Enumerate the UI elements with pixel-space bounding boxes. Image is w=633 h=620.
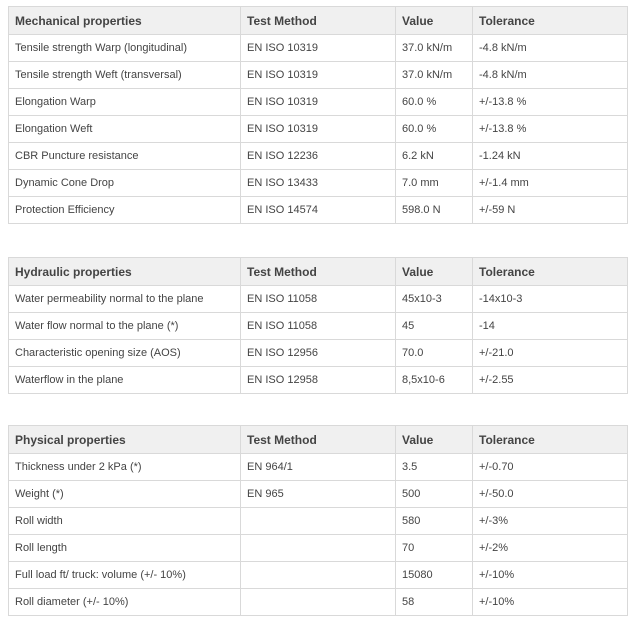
table-row [9,454,628,481]
cell-property: Water permeability normal to the plane [9,286,241,313]
cell-value: 45 [396,313,473,340]
table-row [9,340,628,367]
cell-tolerance: -1.24 kN [473,143,628,170]
table-row [9,481,628,508]
cell-value: 58 [396,589,473,616]
cell-tolerance: +/-0.70 [473,454,628,481]
cell-property: Elongation Weft [9,116,241,143]
cell-property: Thickness under 2 kPa (*) [9,454,241,481]
cell-tolerance: +/-21.0 [473,340,628,367]
hydraulic-properties-table [8,257,628,394]
table-row [9,286,628,313]
cell-test-method: EN 965 [241,481,396,508]
cell-test-method: EN ISO 12956 [241,340,396,367]
cell-value: 70 [396,535,473,562]
table-row [9,35,628,62]
table-row [9,589,628,616]
cell-value: 580 [396,508,473,535]
table-row [9,62,628,89]
cell-tolerance: +/-59 N [473,197,628,224]
cell-property: Roll length [9,535,241,562]
cell-tolerance: +/-10% [473,589,628,616]
cell-value: 37.0 kN/m [396,35,473,62]
header-test-method: Test Method [241,258,396,286]
cell-property: Tensile strength Weft (transversal) [9,62,241,89]
header-value: Value [396,426,473,454]
table-row [9,170,628,197]
table-header-row [9,426,628,454]
cell-property: Water flow normal to the plane (*) [9,313,241,340]
cell-test-method: EN ISO 10319 [241,35,396,62]
cell-test-method: EN ISO 11058 [241,286,396,313]
cell-value: 15080 [396,562,473,589]
cell-test-method: EN ISO 12958 [241,367,396,394]
cell-tolerance: -14 [473,313,628,340]
table-row [9,313,628,340]
header-value: Value [396,258,473,286]
cell-tolerance: +/-2% [473,535,628,562]
cell-value: 70.0 [396,340,473,367]
table-row [9,535,628,562]
cell-property: Waterflow in the plane [9,367,241,394]
cell-property: Weight (*) [9,481,241,508]
cell-property: Roll width [9,508,241,535]
cell-test-method: EN ISO 13433 [241,170,396,197]
cell-property: Roll diameter (+/- 10%) [9,589,241,616]
cell-value: 3.5 [396,454,473,481]
header-property: Hydraulic properties [9,258,241,286]
cell-value: 37.0 kN/m [396,62,473,89]
physical-properties-table [8,425,628,616]
header-test-method: Test Method [241,426,396,454]
cell-tolerance: +/-1.4 mm [473,170,628,197]
cell-property: CBR Puncture resistance [9,143,241,170]
cell-test-method [241,589,396,616]
cell-tolerance: -4.8 kN/m [473,35,628,62]
cell-test-method [241,562,396,589]
table-row [9,89,628,116]
cell-property: Dynamic Cone Drop [9,170,241,197]
header-tolerance: Tolerance [473,258,628,286]
cell-test-method: EN ISO 10319 [241,116,396,143]
table-row [9,143,628,170]
cell-tolerance: +/-13.8 % [473,116,628,143]
table-header-row [9,258,628,286]
cell-tolerance: +/-13.8 % [473,89,628,116]
cell-test-method [241,508,396,535]
cell-tolerance: -14x10-3 [473,286,628,313]
table-row [9,197,628,224]
cell-value: 598.0 N [396,197,473,224]
table-row [9,508,628,535]
cell-value: 6.2 kN [396,143,473,170]
cell-value: 8,5x10-6 [396,367,473,394]
cell-tolerance: +/-2.55 [473,367,628,394]
cell-property: Protection Efficiency [9,197,241,224]
mechanical-properties-table [8,6,628,224]
header-tolerance: Tolerance [473,426,628,454]
cell-test-method: EN ISO 11058 [241,313,396,340]
cell-property: Characteristic opening size (AOS) [9,340,241,367]
header-test-method: Test Method [241,7,396,35]
cell-value: 60.0 % [396,116,473,143]
cell-value: 45x10-3 [396,286,473,313]
cell-test-method: EN ISO 10319 [241,89,396,116]
cell-value: 500 [396,481,473,508]
cell-test-method: EN ISO 14574 [241,197,396,224]
cell-tolerance: +/-50.0 [473,481,628,508]
cell-property: Full load ft/ truck: volume (+/- 10%) [9,562,241,589]
cell-test-method: EN ISO 10319 [241,62,396,89]
cell-tolerance: +/-3% [473,508,628,535]
header-property: Physical properties [9,426,241,454]
table-row [9,562,628,589]
cell-test-method [241,535,396,562]
cell-tolerance: -4.8 kN/m [473,62,628,89]
table-header-row [9,7,628,35]
cell-test-method: EN 964/1 [241,454,396,481]
header-tolerance: Tolerance [473,7,628,35]
cell-value: 60.0 % [396,89,473,116]
cell-property: Elongation Warp [9,89,241,116]
table-row [9,367,628,394]
cell-property: Tensile strength Warp (longitudinal) [9,35,241,62]
cell-tolerance: +/-10% [473,562,628,589]
cell-test-method: EN ISO 12236 [241,143,396,170]
header-value: Value [396,7,473,35]
cell-value: 7.0 mm [396,170,473,197]
header-property: Mechanical properties [9,7,241,35]
table-row [9,116,628,143]
